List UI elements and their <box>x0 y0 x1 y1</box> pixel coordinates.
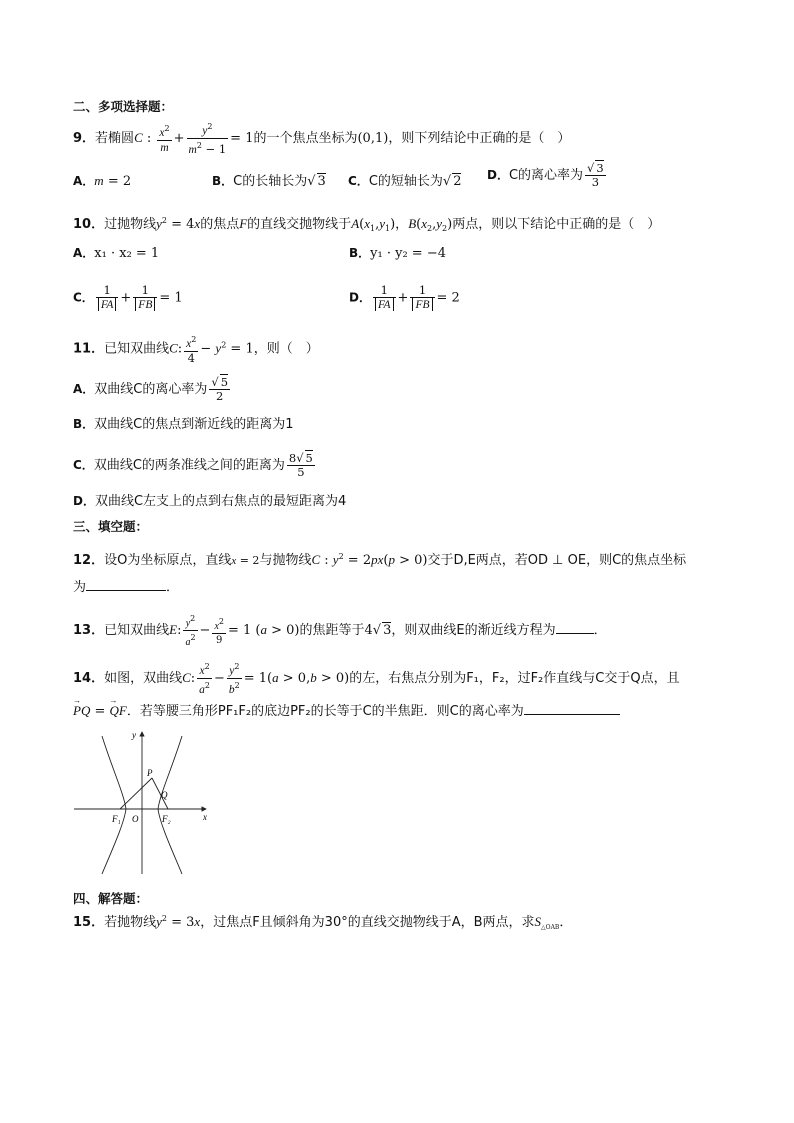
fraction: $\frac{√ 3}{3}$ <box>587 161 604 189</box>
focus-f2-label: F₂ <box>162 814 171 824</box>
question-15: 15．若抛物线$y^2 = 3x$，过焦点F且倾斜角为30°的直线交抛物线于A，B两点，求$S_{\triangle OAB}$． <box>73 914 573 931</box>
question-12-line2: 为 ． <box>73 580 180 595</box>
point-p-label: P <box>147 768 153 778</box>
section-title-solution: 四、解答题： <box>73 891 149 906</box>
question-12-line1: 12．设O为坐标原点，直线x = 2与抛物线C : $y^2 = 2px(p > 0)$交于D,E两点，若OD ⊥ OE，则C的焦点坐标 <box>73 552 687 568</box>
question-9-stem: 9．若椭圆C : $\frac{x^2}{m}$ + $\frac{y^2}{m^2 - 1}$ = 1的一个焦点坐标为(0,1)，则下列结论中正确的是（ ） <box>73 122 571 156</box>
hyperbola-left-branch <box>102 736 126 874</box>
question-10-options-row1: A．x₁ · x₂ = 1 B．y₁ · y₂ = −4 <box>73 246 446 261</box>
fraction: $\frac{1}{FA}$ <box>96 284 119 312</box>
fraction: $\frac{y^2}{b^2}$ <box>228 662 240 696</box>
fraction: $\frac{x^2}{9}$ <box>214 616 224 646</box>
question-11-option-a: A．双曲线C的离心率为 $\frac{√ 5}{2}$ <box>73 375 229 403</box>
question-11-option-d: D．双曲线C左支上的点到右焦点的最短距离为4 <box>73 494 347 509</box>
section-title-fill-in: 三、填空题： <box>73 519 149 534</box>
fraction: $\frac{1}{FB}$ <box>410 284 434 312</box>
focus-f1-label: F₁ <box>112 814 121 824</box>
fraction: $\frac{x^2}{4}$ <box>186 335 197 365</box>
question-14-line1: 14．如图，双曲线C: $\frac{x^2}{a^2}$ − $\frac{y^2}{b^2}$ = 1(a > 0,b > 0)的左，右焦点分别为F₁，F₂，过F₂作直线与C交于Q点，且 <box>73 662 680 696</box>
question-9-options: A．m = 2 B．C的长轴长为√ 3 C．C的短轴长为√ 2 D．C的离心率为 $\frac{√ 3}{3}$ <box>73 161 604 189</box>
question-11-option-b: B．双曲线C的焦点到渐近线的距离为1 <box>73 417 294 432</box>
y-axis-label: y <box>132 730 136 740</box>
fraction: $\frac{√ 5}{2}$ <box>211 375 229 403</box>
question-11-option-c: C．双曲线C的两条准线之间的距离为 $\frac{8√ 5}{5}$ <box>73 451 313 479</box>
section-title-multiple-choice: 二、多项选择题： <box>73 99 174 114</box>
question-11-stem: 11．已知双曲线C: $\frac{x^2}{4}$ − $y^2 = 1$，则（ ） <box>73 335 319 365</box>
question-13: 13．已知双曲线E: $\frac{y^2}{a^2}$ − $\frac{x^2}{9}$ = 1 (a > 0)的焦距等于4√ 3，则双曲线E的渐近线方程为 ． <box>73 614 607 648</box>
answer-blank[interactable] <box>524 702 620 715</box>
fraction: $\frac{1}{FA}$ <box>373 284 396 312</box>
question-10-stem: 10．过抛物线$y^2 = 4x$的焦点F的直线交抛物线于$A(x_1,y_1)$，$B(x_2,y_2)$两点，则以下结论中正确的是（ ） <box>73 216 661 233</box>
fraction: $\frac{y^2}{m^2 - 1}$ <box>188 122 227 156</box>
point-q-label: Q <box>161 790 168 800</box>
fraction: $\frac{y^2}{a^2}$ <box>185 614 196 648</box>
fraction: $\frac{x^2}{a^2}$ <box>199 662 211 696</box>
hyperbola-right-branch <box>158 736 182 874</box>
segment-f1-p <box>120 778 152 809</box>
x-axis-label: x <box>203 812 207 822</box>
answer-blank[interactable] <box>86 578 166 591</box>
question-10-options-row2: C． $\frac{1}{FA}$ + $\frac{1}{FB}$ = 1 D． $\frac{1}{FA}$ + $\frac{1}{FB}$ = 2 <box>73 283 460 311</box>
fraction: $\frac{1}{FB}$ <box>133 284 157 312</box>
question-number: 9． <box>73 131 96 146</box>
hyperbola-figure <box>72 728 212 876</box>
fraction: $\frac{8√ 5}{5}$ <box>288 451 313 479</box>
origin-label: O <box>132 814 139 824</box>
question-14-line2: → PQ = → QF．若等腰三角形PF₁F₂的底边PF₂的长等于C的半焦距．则C的离心率为 <box>73 702 620 721</box>
answer-blank[interactable] <box>556 621 594 634</box>
fraction: $\frac{x^2}{m}$ <box>159 124 170 154</box>
